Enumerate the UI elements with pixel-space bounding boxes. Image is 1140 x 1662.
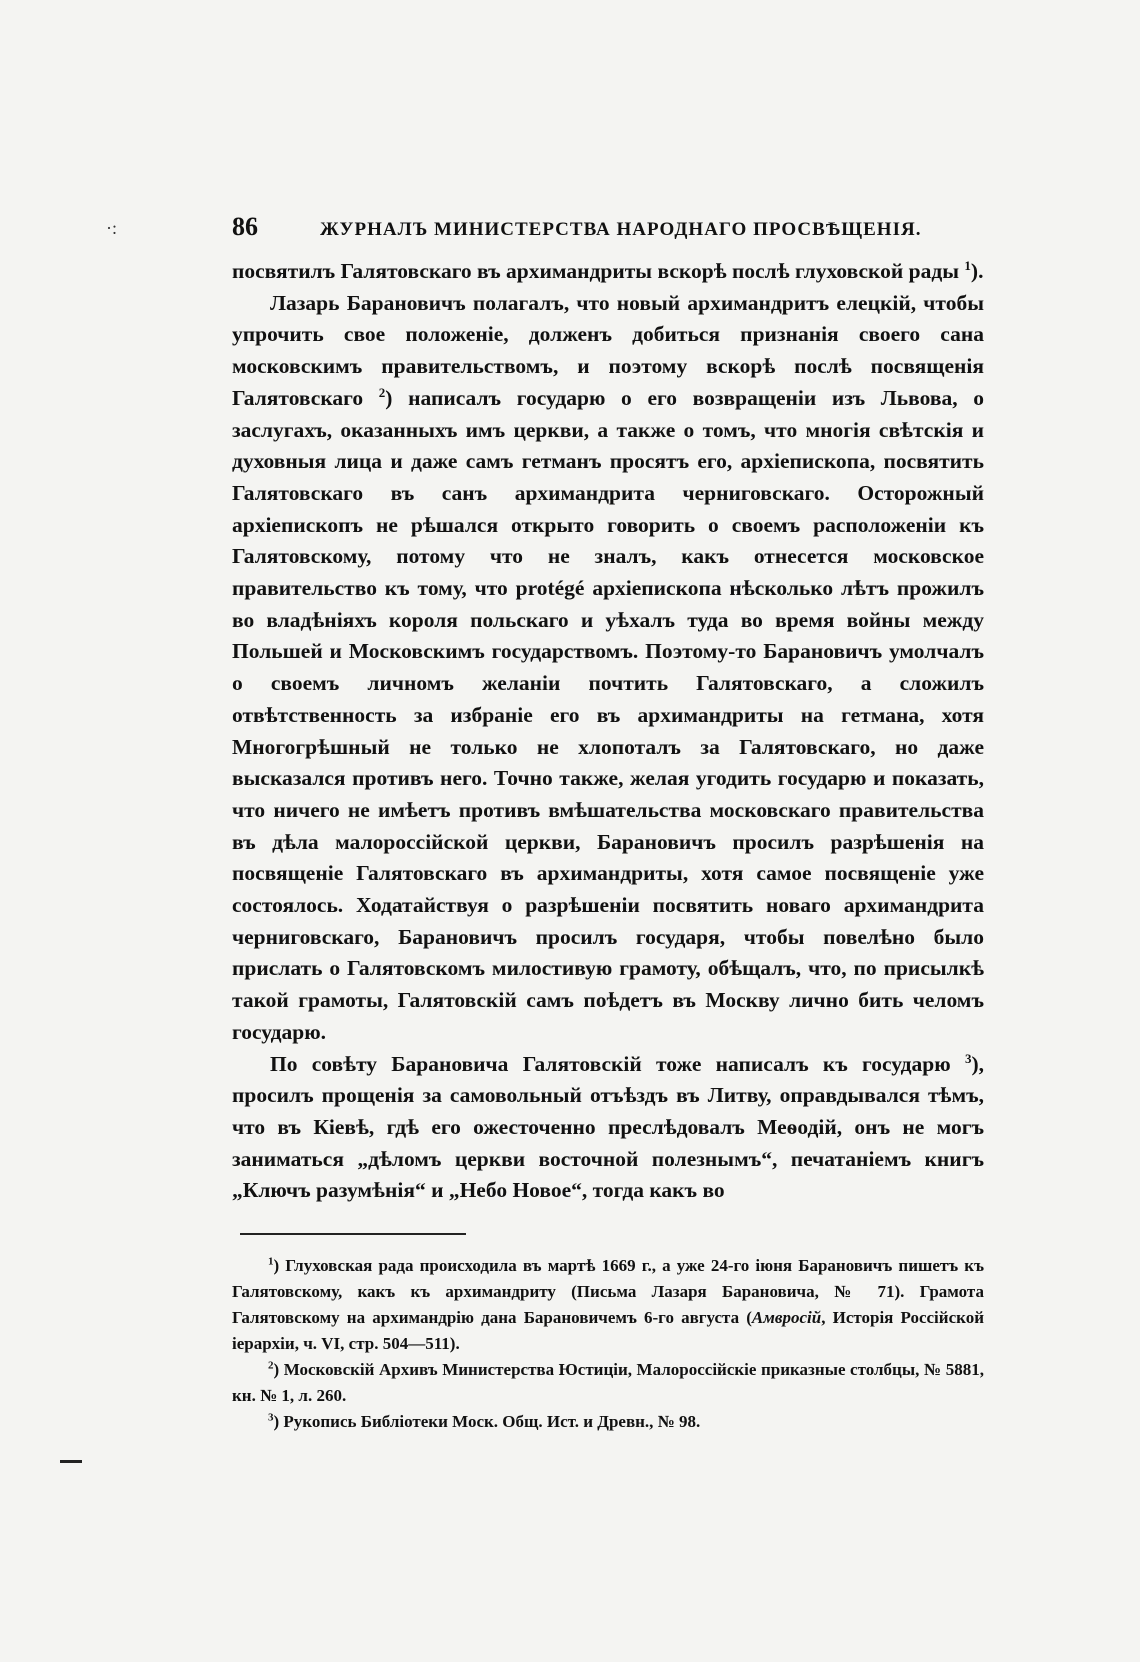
footnote-divider [240, 1233, 466, 1235]
paragraph-2-text-b: ) написалъ государю о его возвращеніи изъ Львова, о заслугахъ, оказанныхъ имъ церкви, а также о томъ, что многія свѣтскія и духовныя лица и даже самъ гетманъ просятъ его, архіепископа, посвятить Галятовскаго въ санъ архимандрита черниговскаго. Осторожный архіепископъ не рѣшался открыто говорить о своемъ расположеніи къ Галятовскому, потому что не зналъ, какъ отнесется московское правительство къ тому, что protégé архіепископа нѣсколько лѣтъ прожилъ во владѣніяхъ короля польскаго и уѣхалъ туда во время войны между Польшей и Московскимъ государствомъ. Поэтому-то Барановичъ умолчалъ о своемъ личномъ желаніи почтить Галятовскаго, а сложилъ отвѣтственность за избраніе его въ архимандриты на гетмана, хотя Многогрѣшный не только не хлопоталъ за Галятовскаго, но даже высказался противъ него. Точно также, желая угодить государю и показать, что ничего не имѣетъ противъ вмѣшательства московскаго правительства въ дѣла малороссійской церкви, Барановичъ просилъ разрѣшенія на посвященіе Галятовскаго въ архимандриты, хотя самое посвященіе уже состоялось. Ходатайствуя о разрѣшеніи посвятить новаго архимандрита черниговскаго, Барановичъ просилъ государя, чтобы повелѣно было прислать о Галятовскомъ милостивую грамоту, обѣщалъ, что, по присылкѣ такой грамоты, Галятовскій самъ поѣдетъ въ Москву лично бить челомъ государю. [232, 385, 984, 1044]
body-text [232, 256, 984, 1207]
paragraph-3-text-b: ), просилъ прощенія за самовольный отъѣздъ въ Литву, оправдывался тѣмъ, что въ Кіевѣ, гдѣ его ожесточенно преслѣдовалъ Меѳодій, онъ не могъ заниматься „дѣломъ церкви восточной полезнымъ“, печатаніемъ книгъ „Ключъ разумѣнія“ и „Небо Новое“, тогда какъ во [232, 1051, 984, 1203]
footnote-ref-2: 2 [378, 384, 386, 400]
paragraph-2-text-a: Лазарь Барановичъ полагалъ, что новый архимандритъ елецкій, чтобы упрочить свое положеніе, долженъ добиться признанія своего сана московскимъ правительствомъ, и поэтому вскорѣ послѣ посвященія Галятовскаго [232, 290, 984, 410]
margin-tick [60, 1460, 82, 1463]
footnote-ref-1: 1 [964, 257, 971, 273]
margin-mark: ·: [106, 218, 117, 238]
footnote-3 [232, 1409, 984, 1435]
page [232, 212, 984, 1435]
footnote-2-mark: 2 [268, 1359, 274, 1372]
footnote-1-mark: 1 [268, 1255, 274, 1268]
footnote-3-mark: 3 [268, 1411, 274, 1424]
paragraph-3 [232, 1049, 984, 1208]
running-head [232, 212, 984, 256]
footnote-1-text-b: , Исторія Россійской іерархіи, ч. VI, стр. 504—511). [232, 1308, 984, 1354]
footnote-2 [232, 1357, 984, 1409]
paragraph-2 [232, 288, 984, 1049]
paragraph-3-text-a: По совѣту Барановича Галятовскій тоже написалъ къ государю [270, 1051, 951, 1076]
footnote-1-author: Амвросій [751, 1308, 822, 1328]
footnote-2-text: ) Московскій Архивъ Министерства Юстиціи, Малороссійскіе приказные столбцы, № 5881, кн. № 1, л. 260. [232, 1360, 984, 1406]
footnote-1 [232, 1253, 984, 1357]
journal-title: ЖУРНАЛЪ МИНИСТЕРСТВА НАРОДНАГО ПРОСВѢЩЕНІЯ. [320, 219, 922, 240]
footnote-ref-3: 3 [964, 1050, 972, 1066]
paragraph-1-text: посвятилъ Галятовскаго въ архимандриты вскорѣ послѣ глуховской рады [232, 259, 960, 283]
footnotes [232, 1253, 984, 1435]
footnote-1-text-a: ) Глуховская рада происходила въ мартѣ 1669 г., а уже 24-го іюня Барановичъ пишетъ къ Галятовскому, какъ къ архимандриту (Письма Лазаря Барановича, № 71). Грамота Галятовскому на архимандрію дана Барановичемъ 6-го августа ( [232, 1256, 984, 1328]
footnote-3-text: ) Рукопись Библіотеки Моск. Общ. Ист. и Древн., № 98. [273, 1412, 701, 1432]
paragraph-1-end: ). [970, 259, 984, 283]
page-number: 86 [232, 212, 258, 241]
paragraph-1 [232, 256, 984, 288]
